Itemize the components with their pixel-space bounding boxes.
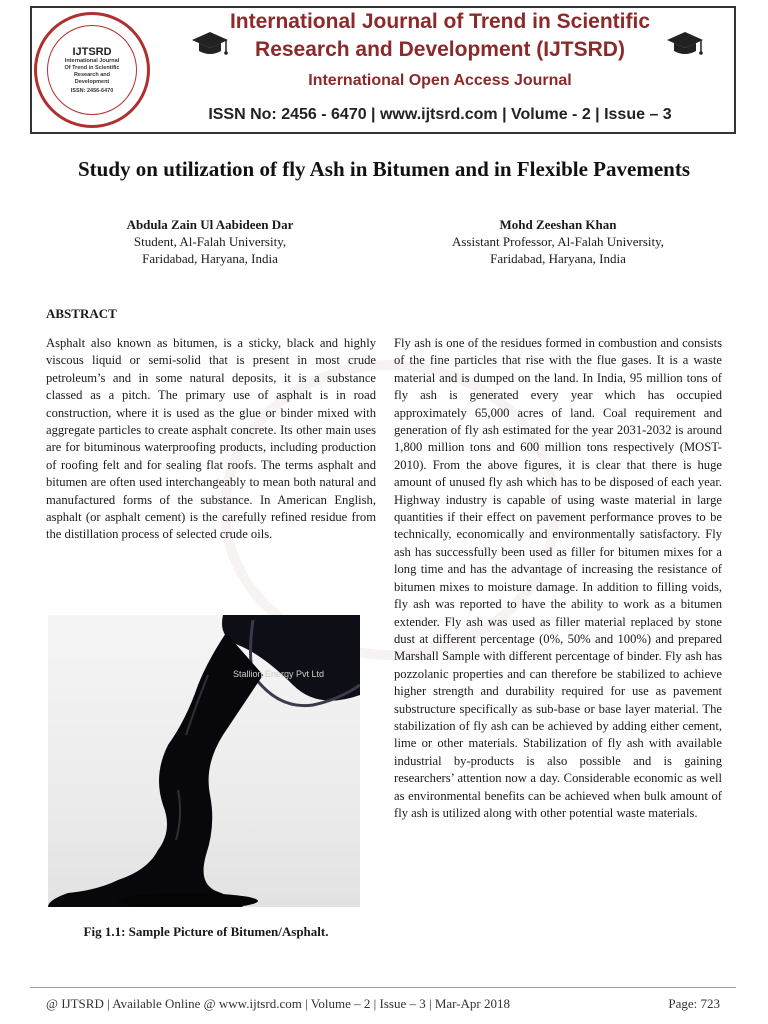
journal-issn-line: ISSN No: 2456 - 6470 | www.ijtsrd.com | Volume - 2 | Issue – 3 xyxy=(208,106,672,123)
seal-line: Development xyxy=(74,79,110,85)
author-location: Faridabad, Haryana, India xyxy=(142,251,278,266)
journal-title-line-1: International Journal of Trend in Scientific xyxy=(229,10,651,33)
footer-info: @ IJTSRD | Available Online @ www.ijtsrd.com | Volume – 2 | Issue – 3 | Mar-Apr 2018 xyxy=(46,996,511,1011)
graduation-cap-icon xyxy=(665,28,705,62)
seal-issn: ISSN: 2456-6470 xyxy=(70,88,114,94)
paper-title: Study on utilization of fly Ash in Bitumen and in Flexible Pavements xyxy=(78,157,690,181)
seal-title: IJTSRD xyxy=(72,46,112,58)
figure-watermark-text: Stallion Energy Pvt Ltd xyxy=(233,669,325,679)
bitumen-pour-illustration xyxy=(48,615,360,907)
author-name: Abdula Zain Ul Aabideen Dar xyxy=(126,217,294,232)
footer-divider xyxy=(30,987,736,988)
seal-line: International Journal xyxy=(64,58,120,64)
abstract-text-left: Asphalt also known as bitumen, is a sticky, black and highly viscous liquid or semi-solid that is present in most crude petroleum’s and in some natural deposits, it is a substance classed as a pitch. The primary use of asphalt is in road construction, where it is used as the glue or binder mixed with aggregate particles to create asphalt concrete. Its other main uses are for bituminous waterproofing products, including production of roofing felt and for sealing flat roofs. The terms asphalt and bitumen are often used interchangeably to mean both natural and manufactured forms of the substance. In American English, asphalt (or asphalt cement) is the carefully refined residue from the distillation process of selected crude oils. xyxy=(46,336,376,542)
page-number: Page: 723 xyxy=(668,996,720,1011)
bitumen-figure-image xyxy=(48,615,360,907)
seal-line: Of Trend in Scientific xyxy=(64,65,120,71)
abstract-heading: ABSTRACT xyxy=(46,306,117,321)
graduation-cap-icon xyxy=(190,28,230,62)
journal-seal-logo xyxy=(34,12,150,128)
journal-subtitle: International Open Access Journal xyxy=(308,72,572,89)
author-role: Student, Al-Falah University, xyxy=(133,234,287,249)
seal-line: Research and xyxy=(73,72,111,78)
author-name: Mohd Zeeshan Khan xyxy=(499,217,617,232)
author-location: Faridabad, Haryana, India xyxy=(490,251,626,266)
author-block-1 xyxy=(50,216,370,267)
author-role: Assistant Professor, Al-Falah University, xyxy=(451,234,665,249)
seal-center xyxy=(47,25,137,115)
journal-title-line-2: Research and Development (IJTSRD) xyxy=(255,38,625,61)
abstract-text-right: Fly ash is one of the residues formed in combustion and consists of the fine particles that rise with the flue gases. It is a waste material and is dumped on the land. In India, 95 million tons of fly ash is generated every year which has occupied approximately 65,000 acres of land. Coal requirement and generation of fly ash estimated for the year 2031-2032 is around 1,800 million tons and 600 million tons respectively (MOST-2010). From the above figures, it is clear that there is huge amount of unused fly ash which has to be disposed of each year. Highway industry is capable of using waste material in large quantities if their effect on pavement performance proves to be technically, economically and environmentally satisfactory. Fly ash has successfully been used as filler for bitumen mixes for a long time and has the advantage of increasing the resistance of bitumen mixes to moisture damage. In addition to filling voids, fly ash was reported to have the ability to work as a bitumen extender. Fly ash was used as filler material replaced by stone dust at different percentage (0%, 50% and 100%) and prepared Marshall Sample with different percentage of binder. Fly ash has pozzolanic properties and can therefore be stabilized to achieve higher strength and durability required for use as pavement substructure specifically as sub-base or base layer material. The stabilization of fly ash can be achieved by adding either cement, lime or other materials. Stabilization of fly ash with available industrial by-products is also possible and is gaining researchers’ attention now a day. Considerable economic as well as environmental benefits can be achieved when bulk amount of fly ash is utilized along with other potential waste materials. xyxy=(394,336,722,820)
figure-caption: Fig 1.1: Sample Picture of Bitumen/Asphalt. xyxy=(83,924,329,939)
author-block-2 xyxy=(398,216,718,267)
